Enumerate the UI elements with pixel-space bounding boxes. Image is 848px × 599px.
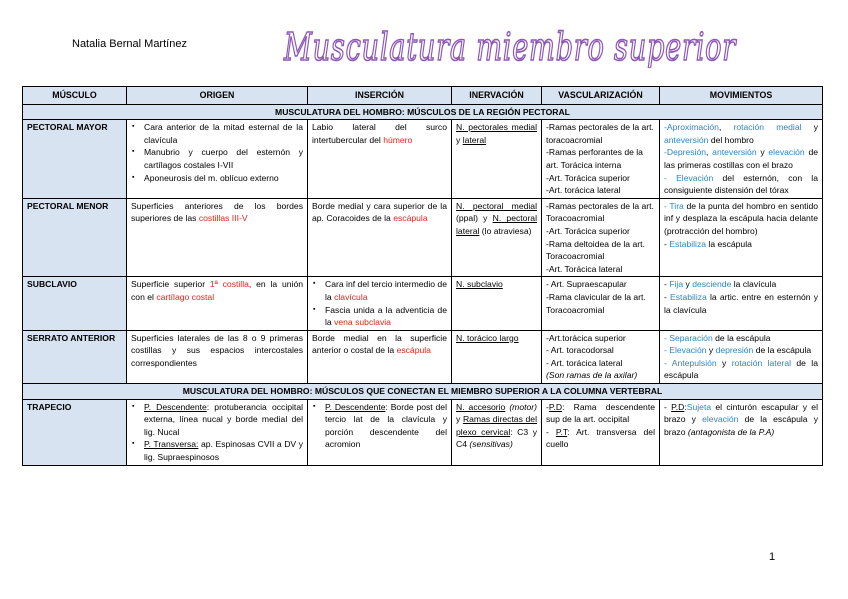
list-item: ▪ Cara anterior de la mitad esternal de la clavícula bbox=[144, 121, 303, 146]
movement-line: - Elevación y depresión de la escápula bbox=[664, 345, 812, 356]
origin-cell bbox=[127, 198, 308, 277]
movement-line: - Separación de la escápula bbox=[664, 332, 771, 343]
title-svg bbox=[282, 24, 742, 68]
nerve-name: N. torácico largo bbox=[456, 332, 519, 343]
insertion-highlight: escápula bbox=[393, 213, 428, 224]
movement-line: - P.D:Sujeta el cinturón escapular y el brazo y elevación de la escápula y brazo (antagonista de la P.A) bbox=[664, 401, 818, 437]
origin-cell bbox=[127, 120, 308, 199]
table-row bbox=[23, 198, 823, 277]
vascular-line: -P.D: Rama descendente sup de la art. occipital bbox=[546, 401, 655, 425]
nerve-name: N. subclavio bbox=[456, 279, 503, 290]
muscle-name: PECTORAL MENOR bbox=[23, 198, 127, 277]
origin-cell: Superficie superior 1ª costilla, en la unión con el cartílago costal bbox=[127, 277, 308, 330]
movement-cell bbox=[660, 330, 823, 383]
innervation-cell bbox=[452, 330, 542, 383]
vascular-cell bbox=[542, 399, 660, 465]
innervation-cell bbox=[452, 120, 542, 199]
table-row bbox=[23, 399, 823, 465]
list-item: ▪ Cara inf del tercio intermedio de la clavícula bbox=[325, 278, 447, 303]
nerve-name: N. pectoral medial bbox=[456, 200, 537, 211]
vascular-cell bbox=[542, 198, 660, 277]
movement-line: - Antepulsión y rotación lateral de la escápula bbox=[664, 357, 818, 381]
author-name: Natalia Bernal Martínez bbox=[72, 38, 187, 50]
section-title: MUSCULATURA DEL HOMBRO: MÚSCULOS QUE CONECTAN EL MIEMBRO SUPERIOR A LA COLUMNA VERTEBRAL bbox=[23, 384, 823, 400]
movement-line: -Aproximación, rotación medial y anteversión del hombro bbox=[664, 122, 819, 145]
movement-line: - Elevación del esternón, con la consiguiente distensión del tórax bbox=[664, 172, 818, 196]
vascular-line: -Art. Torácica lateral bbox=[546, 263, 623, 274]
origin-cell: Superficies laterales de las 8 o 9 primeras costillas y sus espacios intercostales correspondientes bbox=[127, 330, 308, 383]
vascular-note: (Son ramas de la axilar) bbox=[546, 370, 638, 381]
movement-line: - Estabiliza la artic. entre en esternón y la clavícula bbox=[664, 291, 818, 315]
muscle-name: SUBCLAVIO bbox=[23, 277, 127, 330]
innervation-text: y bbox=[456, 134, 463, 145]
movement-cell bbox=[660, 198, 823, 277]
nerve-name: lateral bbox=[462, 134, 487, 145]
section-row-trapecio bbox=[23, 384, 823, 400]
vascular-cell bbox=[542, 120, 660, 199]
vascular-line: -Ramas perforantes de la art. Torácica interna bbox=[546, 147, 643, 170]
list-item: ▪ Aponeurosis del m. oblícuo externo bbox=[144, 172, 303, 185]
muscle-name: TRAPECIO bbox=[23, 399, 127, 465]
table-row bbox=[23, 277, 823, 330]
section-title: MUSCULATURA DEL HOMBRO: MÚSCULOS DE LA REGIÓN PECTORAL bbox=[23, 104, 823, 120]
muscle-table bbox=[22, 86, 823, 466]
vascular-line: -Rama clavicular de la art. Toracoacromial bbox=[546, 291, 646, 315]
list-item: ▪ Fascia unida a la adventicia de la vena subclavia bbox=[325, 304, 447, 329]
table-row bbox=[23, 120, 823, 199]
insertion-highlight: húmero bbox=[383, 134, 413, 145]
muscle-name: PECTORAL MAYOR bbox=[23, 120, 127, 199]
movement-line: - Fija y desciende la clavícula bbox=[664, 279, 777, 290]
insertion-cell bbox=[308, 399, 452, 465]
vascular-line: -Art. Torácica superior bbox=[546, 225, 630, 236]
insertion-cell bbox=[308, 198, 452, 277]
origin-highlight: costillas III-V bbox=[198, 213, 248, 224]
vascular-line: - P.T: Art. transversa del cuello bbox=[546, 426, 655, 450]
vascular-cell bbox=[542, 330, 660, 383]
movement-cell bbox=[660, 277, 823, 330]
movement-line: -Depresión, anteversión y elevación de las primeras costillas con el brazo bbox=[664, 147, 818, 170]
vascular-line: -Rama deltoidea de la art. Toracoacromial bbox=[546, 238, 645, 262]
innervation-text: (ppal) y bbox=[456, 213, 493, 224]
nerve-name: N. pectoral lateral bbox=[456, 213, 537, 236]
insertion-text: Borde medial y cara superior de la ap. Coracoides de la bbox=[312, 200, 447, 224]
vascular-cell bbox=[542, 277, 660, 330]
section-row-pectoral bbox=[23, 104, 823, 120]
origin-cell bbox=[127, 399, 308, 465]
movement-line: - Estabiliza la escápula bbox=[664, 238, 752, 249]
col-movimientos: MOVIMIENTOS bbox=[660, 87, 823, 105]
table-header-row bbox=[23, 87, 823, 105]
col-insercion: INSERCIÓN bbox=[308, 87, 452, 105]
vascular-line: -Ramas pectorales de la art. toracoacromial bbox=[546, 122, 654, 145]
vascular-line: - Art. toracodorsal bbox=[546, 345, 614, 356]
col-musculo: MÚSCULO bbox=[23, 87, 127, 105]
vascular-line: - Art. torácica lateral bbox=[546, 357, 623, 368]
movement-cell bbox=[660, 120, 823, 199]
muscle-name: SERRATO ANTERIOR bbox=[23, 330, 127, 383]
document-title bbox=[282, 24, 742, 68]
insertion-cell: Borde medial en la superficie anterior o costal de la escápula bbox=[308, 330, 452, 383]
insertion-cell bbox=[308, 120, 452, 199]
origin-text: Superficies anteriores de los bordes superiores de las bbox=[131, 200, 303, 224]
insertion-cell bbox=[308, 277, 452, 330]
movement-line: - Tira de la punta del hombro en sentido inf y desplaza la escápula hacia delante (protracción del hombro) bbox=[664, 200, 819, 236]
nerve-name: N. pectorales medial bbox=[456, 122, 537, 133]
list-item: ▪ P. Descendente: Borde post del tercio lat de la clavícula y porción descendente del acromion bbox=[325, 401, 447, 451]
col-vascularizacion: VASCULARIZACIÓN bbox=[542, 87, 660, 105]
title-text: Musculatura miembro superior bbox=[283, 25, 738, 68]
vascular-line: -Ramas pectorales de la art. Toracoacromial bbox=[546, 200, 654, 224]
movement-cell bbox=[660, 399, 823, 465]
col-inervacion: INERVACIÓN bbox=[452, 87, 542, 105]
table-row bbox=[23, 330, 823, 383]
col-origen: ORIGEN bbox=[127, 87, 308, 105]
innervation-text: (lo atraviesa) bbox=[479, 225, 532, 236]
innervation-cell bbox=[452, 198, 542, 277]
vascular-line: -Art.torácica superior bbox=[546, 332, 626, 343]
vascular-line: - Art. Supraescapular bbox=[546, 279, 627, 290]
vascular-line: -Art. Torácica superior bbox=[546, 172, 630, 183]
vascular-line: -Art. torácica lateral bbox=[546, 185, 621, 196]
innervation-cell bbox=[452, 277, 542, 330]
list-item: ▪ P. Descendente: protuberancia occipital externa, línea nucal y borde medial del lig. Nucal bbox=[144, 401, 303, 439]
list-item: ▪ P. Transversa: ap. Espinosas CVII a DV y lig. Supraespinosos bbox=[144, 438, 303, 463]
page-number: 1 bbox=[769, 551, 776, 563]
list-item: ▪ Manubrio y cuerpo del esternón y cartílagos costales I-VII bbox=[144, 146, 303, 171]
innervation-cell: N. accesorio (motor) y Ramas directas del plexo cervical: C3 y C4 (sensitivas) bbox=[452, 399, 542, 465]
insertion-text: Labio lateral del surco intertubercular del bbox=[312, 122, 447, 145]
